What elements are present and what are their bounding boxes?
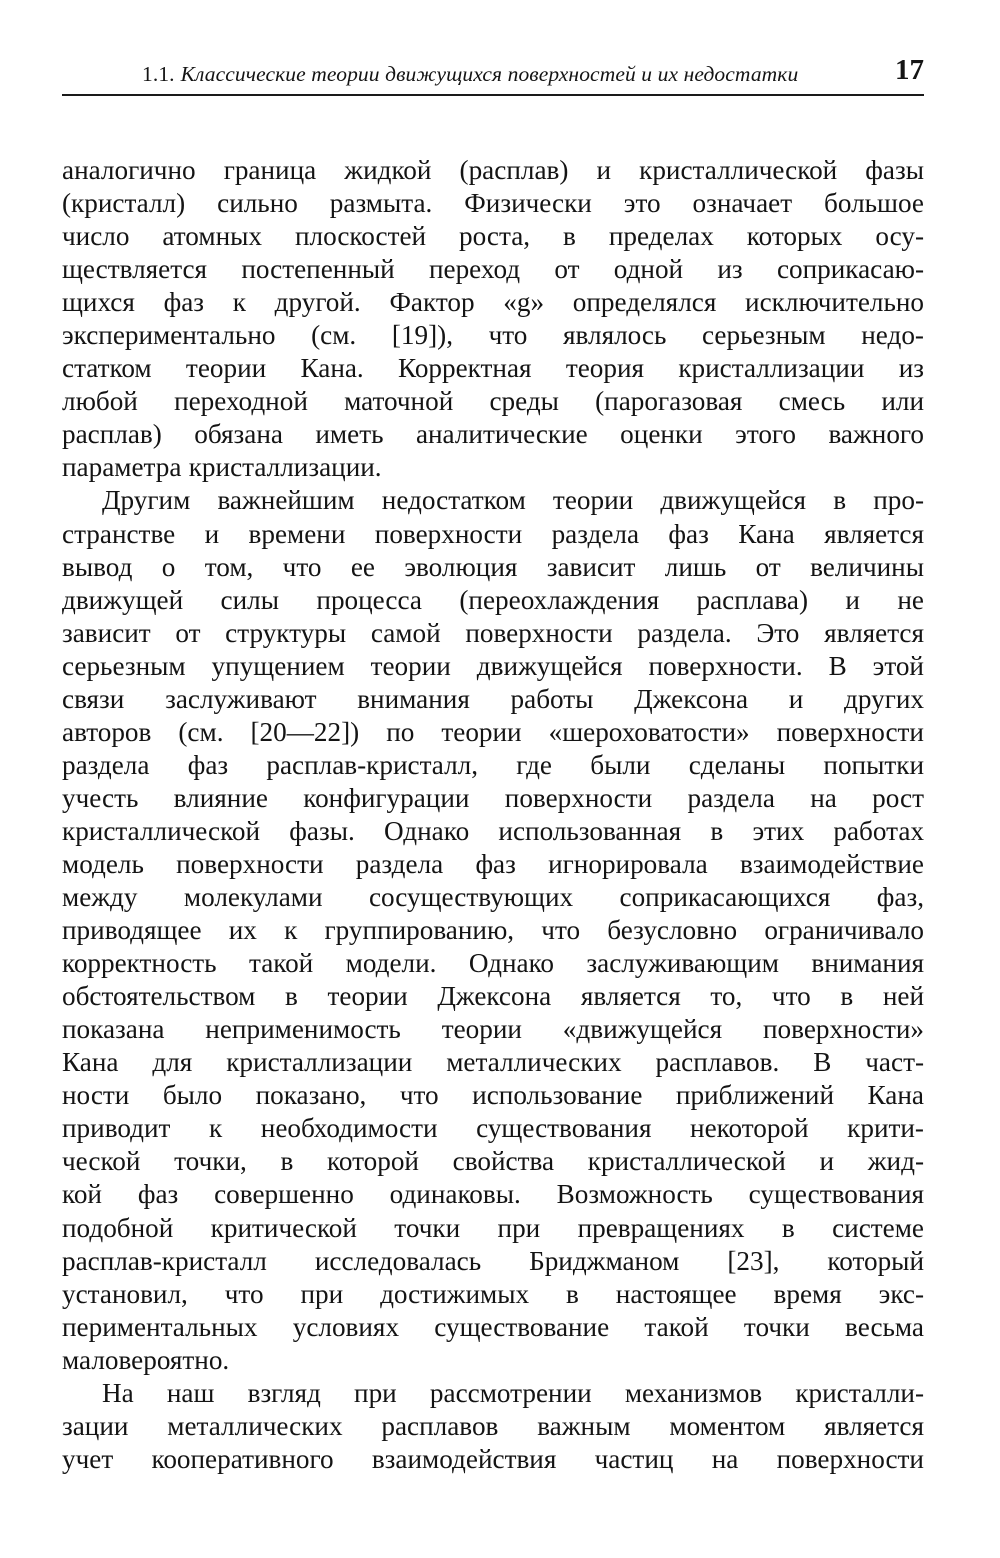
text-line: зации металлических расплавов важным моментом является: [62, 1410, 924, 1441]
text-line: раздела фаз расплав-кристалл, где были сделаны попытки: [62, 749, 924, 780]
text-line: движущей силы процесса (переохлаждения расплава) и не: [62, 584, 924, 615]
section-number: 1.1.: [142, 62, 175, 86]
text-line: странстве и времени поверхности раздела фаз Кана является: [62, 518, 924, 549]
text-line: аналогично граница жидкой (расплав) и кристаллической фазы: [62, 155, 924, 185]
body-text: [62, 154, 924, 1476]
text-line: авторов (см. [20—22]) по теории «шероховатости» поверхности: [62, 716, 924, 747]
paragraph: [62, 484, 924, 1376]
text-line: параметра кристаллизации.: [62, 452, 382, 483]
text-line: статком теории Кана. Корректная теория кристаллизации из: [62, 353, 924, 384]
running-header: [62, 52, 924, 96]
text-line: Другим важнейшим недостатком теории движущейся в про-: [102, 485, 924, 516]
text-line: щихся фаз к другой. Фактор «g» определялся исключительно: [62, 287, 924, 318]
paragraph: [62, 1377, 924, 1476]
running-header-title: [142, 62, 798, 87]
page-number: 17: [895, 54, 924, 86]
text-line: между молекулами сосуществующих соприкасающихся фаз,: [62, 882, 924, 913]
text-line: связи заслуживают внимания работы Джексона и других: [62, 683, 924, 714]
section-title: Классические теории движущихся поверхностей и их недостатки: [180, 62, 799, 86]
text-line: приводит к необходимости существования некоторой крити-: [62, 1113, 924, 1144]
text-line: ности было показано, что использование приближений Кана: [62, 1080, 924, 1111]
text-line: ществляется постепенный переход от одной из соприкасаю-: [62, 254, 924, 285]
text-line: показана неприменимость теории «движущейся поверхности»: [62, 1014, 924, 1045]
text-line: подобной критической точки при превращениях в системе: [62, 1212, 924, 1243]
text-line: учет кооперативного взаимодействия частиц на поверхности: [62, 1443, 924, 1474]
text-line: обстоятельством в теории Джексона является то, что в ней: [62, 981, 924, 1012]
text-line: расплав) обязана иметь аналитические оценки этого важного: [62, 419, 924, 450]
text-line: любой переходной маточной среды (парогазовая смесь или: [62, 386, 924, 417]
text-line: корректность такой модели. Однако заслуживающим внимания: [62, 948, 924, 979]
text-line: периментальных условиях существование такой точки весьма: [62, 1311, 924, 1342]
text-line: модель поверхности раздела фаз игнорировала взаимодействие: [62, 848, 924, 879]
text-line: (кристалл) сильно размыта. Физически это означает большое: [62, 188, 924, 219]
book-page: [62, 52, 924, 1476]
text-line: ческой точки, в которой свойства кристаллической и жид-: [62, 1146, 924, 1177]
text-line: кристаллической фазы. Однако использованная в этих работах: [62, 815, 924, 846]
paragraph: [62, 154, 924, 484]
text-line: учесть влияние конфигурации поверхности раздела на рост: [62, 782, 924, 813]
text-line: число атомных плоскостей роста, в пределах которых осу-: [62, 221, 924, 252]
text-line: зависит от структуры самой поверхности раздела. Это является: [62, 617, 924, 648]
text-line: вывод о том, что ее эволюция зависит лишь от величины: [62, 551, 924, 582]
text-line: установил, что при достижимых в настоящее время экс-: [62, 1278, 924, 1309]
text-line: маловероятно.: [62, 1344, 230, 1375]
text-line: На наш взгляд при рассмотрении механизмов кристалли-: [102, 1377, 924, 1408]
text-line: приводящее их к группированию, что безусловно ограничивало: [62, 915, 924, 946]
text-line: расплав-кристалл исследовалась Бриджманом [23], который: [62, 1245, 924, 1276]
text-line: экспериментально (см. [19]), что являлось серьезным недо-: [62, 320, 924, 351]
text-line: кой фаз совершенно одинаковы. Возможность существования: [62, 1179, 924, 1210]
text-line: Кана для кристаллизации металлических расплавов. В част-: [62, 1047, 924, 1078]
text-line: серьезным упущением теории движущейся поверхности. В этой: [62, 650, 924, 681]
